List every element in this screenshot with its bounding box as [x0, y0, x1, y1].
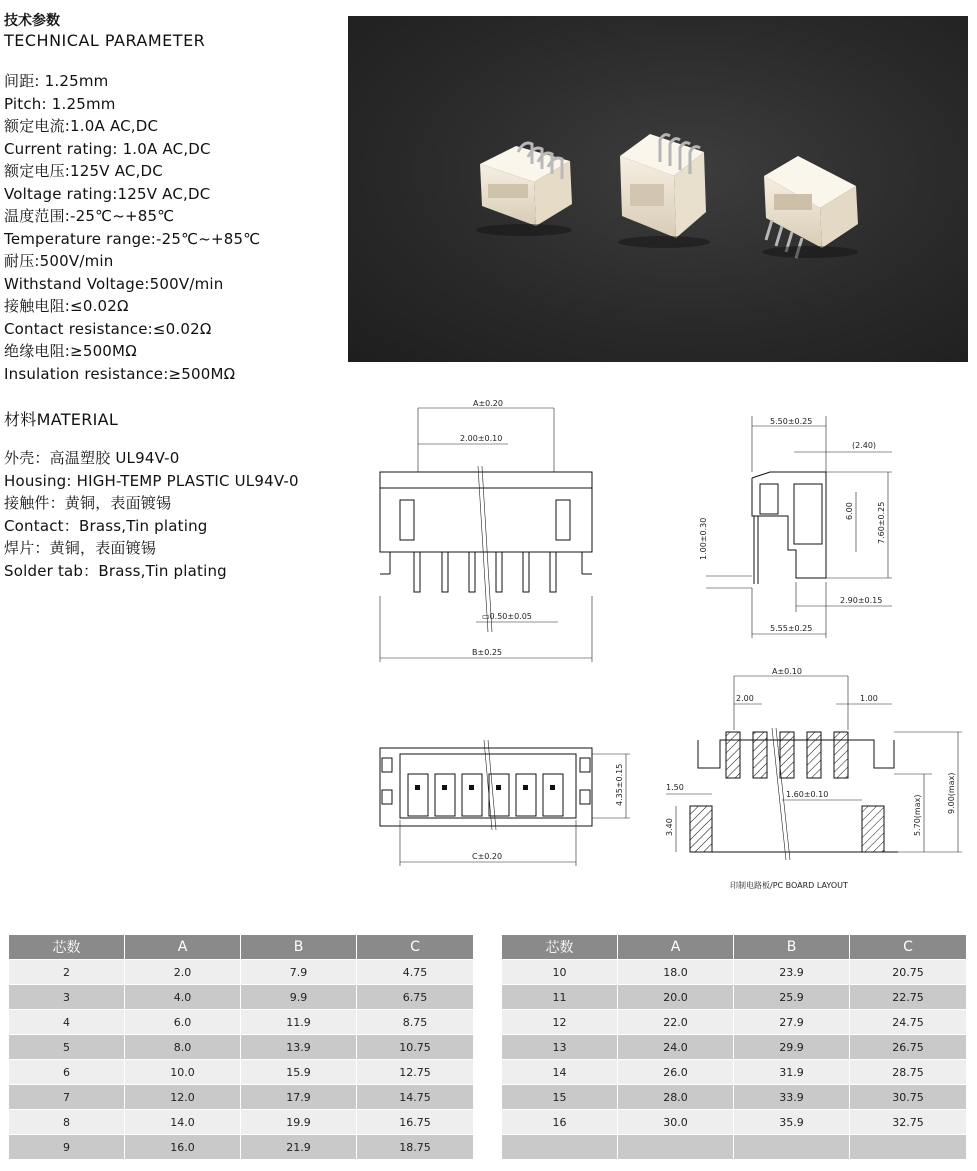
cell: 2 — [9, 960, 125, 985]
cell: 2.0 — [125, 960, 241, 985]
cell: 16.75 — [357, 1110, 474, 1135]
cell: 8.75 — [357, 1010, 474, 1035]
cell: 6 — [9, 1060, 125, 1085]
connector-middle — [618, 134, 710, 248]
spec-line: Insulation resistance:≥500MΩ — [4, 364, 236, 383]
cell: 30.75 — [850, 1085, 967, 1110]
spec-list — [4, 70, 334, 385]
material-title: 材料MATERIAL — [4, 410, 119, 429]
connector-left — [476, 143, 572, 236]
dim-side-ref: (2.40) — [852, 441, 877, 450]
spec-line: Contact resistance:≤0.02Ω — [4, 319, 212, 338]
cell: 33.9 — [734, 1085, 850, 1110]
cell: 23.9 — [734, 960, 850, 985]
table-header-row — [9, 935, 474, 960]
dim-side-width-bottom: 5.55±0.25 — [770, 624, 813, 633]
cell: 20.0 — [618, 985, 734, 1010]
cell — [502, 1135, 618, 1160]
cell: 18.75 — [357, 1135, 474, 1160]
cell: 4 — [9, 1010, 125, 1035]
cell: 7.9 — [241, 960, 357, 985]
col-header-a: A — [618, 935, 734, 960]
cell: 32.75 — [850, 1110, 967, 1135]
cell: 28.75 — [850, 1060, 967, 1085]
spec-line: 耐压:500V/min — [4, 252, 114, 270]
material-list — [4, 447, 334, 582]
cell: 4.75 — [357, 960, 474, 985]
technical-specs — [4, 12, 334, 582]
table-row — [502, 1060, 967, 1085]
dim-top-h435: 4.35±0.15 — [615, 763, 624, 806]
cell: 20.75 — [850, 960, 967, 985]
cell: 13.9 — [241, 1035, 357, 1060]
cell: 25.9 — [734, 985, 850, 1010]
dim-side-width-top: 5.50±0.25 — [770, 417, 813, 426]
table-row — [502, 1010, 967, 1035]
cell: 17.9 — [241, 1085, 357, 1110]
cell — [618, 1135, 734, 1160]
cell: 10.0 — [125, 1060, 241, 1085]
dim-side-h100: 1.00±0.30 — [699, 517, 708, 560]
cell: 16 — [502, 1110, 618, 1135]
table-row — [502, 1110, 967, 1135]
dim-a: A±0.20 — [473, 399, 503, 408]
cell: 27.9 — [734, 1010, 850, 1035]
cell: 26.0 — [618, 1060, 734, 1085]
connector-illustration — [348, 16, 968, 362]
dim-pcb-h570: 5.70(max) — [913, 794, 922, 836]
cell: 21.9 — [241, 1135, 357, 1160]
col-header-b: B — [241, 935, 357, 960]
cell: 9 — [9, 1135, 125, 1160]
spec-line: 额定电压:125V AC,DC — [4, 162, 163, 180]
cell: 9.9 — [241, 985, 357, 1010]
cell: 35.9 — [734, 1110, 850, 1135]
cell: 12 — [502, 1010, 618, 1035]
cell: 14 — [502, 1060, 618, 1085]
col-header-b: B — [734, 935, 850, 960]
dim-pcb-w150: 1.50 — [666, 783, 684, 792]
spec-line: 额定电流:1.0A AC,DC — [4, 117, 159, 135]
cell: 15.9 — [241, 1060, 357, 1085]
connector-right — [762, 156, 858, 258]
col-header-pins: 芯数 — [502, 935, 618, 960]
table-row — [502, 1135, 967, 1160]
dim-side-h600: 6.00 — [845, 502, 854, 520]
table-row — [502, 1035, 967, 1060]
dim-pcb-d160: 1.60±0.10 — [786, 790, 829, 799]
table-row — [9, 1060, 474, 1085]
cell: 22.75 — [850, 985, 967, 1010]
dimension-table-right — [501, 934, 967, 1160]
spec-line: Voltage rating:125V AC,DC — [4, 184, 211, 203]
cell: 30.0 — [618, 1110, 734, 1135]
spec-line: 间距: 1.25mm — [4, 72, 109, 90]
cell: 8.0 — [125, 1035, 241, 1060]
spec-title-cn: 技术参数 — [4, 13, 60, 29]
cell: 18.0 — [618, 960, 734, 985]
cell: 19.9 — [241, 1110, 357, 1135]
cell — [850, 1135, 967, 1160]
cell: 28.0 — [618, 1085, 734, 1110]
material-line: 接触件：黄铜，表面镀锡 — [4, 494, 172, 512]
dim-side-d290: 2.90±0.15 — [840, 596, 883, 605]
table-row — [502, 985, 967, 1010]
spec-line: 接触电阻:≤0.02Ω — [4, 297, 129, 315]
top-view-drawing — [372, 738, 636, 870]
col-header-c: C — [850, 935, 967, 960]
table-row — [9, 960, 474, 985]
pcb-layout-drawing — [662, 664, 968, 876]
spec-line: Current rating: 1.0A AC,DC — [4, 139, 211, 158]
cell: 26.75 — [850, 1035, 967, 1060]
cell: 10 — [502, 960, 618, 985]
dim-pcb-p100: 1.00 — [860, 694, 878, 703]
table-header-row — [502, 935, 967, 960]
dim-pcb-h900: 9.00(max) — [947, 772, 956, 814]
table-row — [9, 1135, 474, 1160]
side-view-drawing — [696, 412, 896, 642]
dim-b: B±0.25 — [472, 648, 503, 657]
dimension-table-left — [8, 934, 474, 1160]
table-row — [9, 1110, 474, 1135]
cell: 10.75 — [357, 1035, 474, 1060]
spec-line: 绝缘电阻:≥500MΩ — [4, 342, 137, 360]
cell: 6.75 — [357, 985, 474, 1010]
spec-line: Pitch: 1.25mm — [4, 94, 116, 113]
cell: 15 — [502, 1085, 618, 1110]
cell — [734, 1135, 850, 1160]
table-row — [9, 1035, 474, 1060]
cell: 24.0 — [618, 1035, 734, 1060]
dim-pcb-h340: 3.40 — [665, 818, 674, 836]
dim-pin: ▭0.50±0.05 — [482, 612, 532, 621]
cell: 31.9 — [734, 1060, 850, 1085]
dim-pcb-p200: 2.00 — [736, 694, 754, 703]
cell: 7 — [9, 1085, 125, 1110]
pcb-layout-label: 印制电路板/PC BOARD LAYOUT — [730, 881, 848, 890]
dim-pcb-a: A±0.10 — [772, 667, 802, 676]
dim-side-h760: 7.60±0.25 — [877, 501, 886, 544]
cell: 12.0 — [125, 1085, 241, 1110]
cell: 29.9 — [734, 1035, 850, 1060]
table-row — [9, 1085, 474, 1110]
table-row — [9, 1010, 474, 1035]
col-header-c: C — [357, 935, 474, 960]
cell: 11 — [502, 985, 618, 1010]
cell: 22.0 — [618, 1010, 734, 1035]
col-header-a: A — [125, 935, 241, 960]
spec-line: Temperature range:-25℃~+85℃ — [4, 229, 261, 248]
cell: 4.0 — [125, 985, 241, 1010]
cell: 24.75 — [850, 1010, 967, 1035]
front-view-drawing — [372, 396, 602, 668]
cell: 5 — [9, 1035, 125, 1060]
spec-line: 温度范围:-25℃~+85℃ — [4, 207, 175, 225]
cell: 14.0 — [125, 1110, 241, 1135]
product-photo — [348, 16, 968, 362]
table-row — [502, 1085, 967, 1110]
material-line: Housing: HIGH-TEMP PLASTIC UL94V-0 — [4, 471, 299, 490]
material-line: Solder tab：Brass,Tin plating — [4, 561, 227, 580]
cell: 6.0 — [125, 1010, 241, 1035]
dim-pitch: 2.00±0.10 — [460, 434, 503, 443]
spec-line: Withstand Voltage:500V/min — [4, 274, 224, 293]
material-line: Contact：Brass,Tin plating — [4, 516, 208, 535]
material-line: 焊片：黄铜，表面镀锡 — [4, 539, 157, 557]
cell: 14.75 — [357, 1085, 474, 1110]
col-header-pins: 芯数 — [9, 935, 125, 960]
cell: 12.75 — [357, 1060, 474, 1085]
table-row — [502, 960, 967, 985]
cell: 11.9 — [241, 1010, 357, 1035]
cell: 3 — [9, 985, 125, 1010]
cell: 13 — [502, 1035, 618, 1060]
material-line: 外壳：高温塑胶 UL94V-0 — [4, 449, 180, 467]
table-row — [9, 985, 474, 1010]
dim-top-c: C±0.20 — [472, 852, 503, 861]
cell: 8 — [9, 1110, 125, 1135]
cell: 16.0 — [125, 1135, 241, 1160]
spec-title-en: TECHNICAL PARAMETER — [4, 31, 206, 50]
